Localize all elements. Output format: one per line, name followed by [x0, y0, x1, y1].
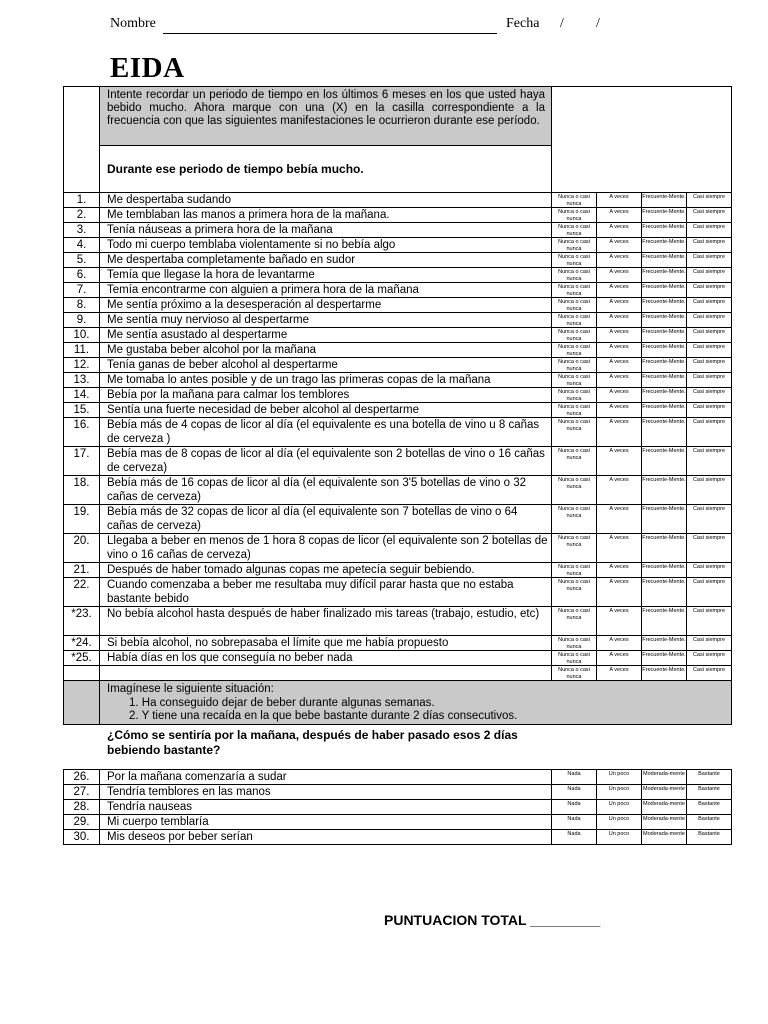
table-row [64, 313, 732, 328]
frequency-option-cell[interactable]: Casi siempre [687, 651, 732, 666]
frequency-option-cell[interactable]: A veces [597, 238, 642, 253]
frequency-option-cell[interactable]: Casi siempre [687, 403, 732, 418]
frequency-option-cell[interactable]: Nunca o casi nunca [552, 343, 597, 358]
item-number: 15. [64, 403, 100, 418]
frequency-option-cell[interactable]: Frecuente-Mente. [642, 388, 687, 403]
frequency-option-cell[interactable]: Nunca o casi nunca [552, 447, 597, 476]
item-number: 18. [64, 476, 100, 505]
questionnaire-section-2 [63, 769, 732, 845]
table-row [64, 770, 732, 785]
intensity-option-cell[interactable]: Un poco [597, 815, 642, 830]
item-text: Tenía ganas de beber alcohol al despertarme [100, 358, 552, 373]
frequency-option-cell[interactable]: Frecuente-Mente. [642, 223, 687, 238]
name-field[interactable] [163, 33, 497, 34]
frequency-option-cell[interactable]: Frecuente-Mente. [642, 298, 687, 313]
frequency-option-cell[interactable]: Nunca o casi nunca [552, 268, 597, 283]
item-number: 22. [64, 578, 100, 607]
frequency-option-cell[interactable]: Frecuente-Mente. [642, 208, 687, 223]
table-row [64, 607, 732, 636]
item-text: Mis deseos por beber serían [100, 830, 552, 845]
item-text: Mi cuerpo temblaría [100, 815, 552, 830]
table-row [64, 253, 732, 268]
frequency-option-cell[interactable]: Frecuente-Mente. [642, 253, 687, 268]
frequency-option-cell[interactable]: Nunca o casi nunca [552, 636, 597, 651]
item-number: *23. [64, 607, 100, 636]
frequency-option-cell[interactable]: Frecuente-Mente. [642, 534, 687, 563]
table-row [64, 476, 732, 505]
item-text: Tendría nauseas [100, 800, 552, 815]
table-row [64, 636, 732, 651]
frequency-option-cell[interactable]: A veces [597, 505, 642, 534]
item-text: Había días en los que conseguía no beber nada [100, 651, 552, 666]
form-title: EIDA [110, 52, 185, 84]
frequency-option-cell[interactable]: Nunca o casi nunca [552, 607, 597, 636]
table-row [64, 534, 732, 563]
frequency-option-cell[interactable]: Casi siempre [687, 298, 732, 313]
table-row [64, 238, 732, 253]
table-row [64, 358, 732, 373]
frequency-option-cell[interactable]: Frecuente-Mente. [642, 268, 687, 283]
item-text: Me gustaba beber alcohol por la mañana [100, 343, 552, 358]
frequency-option-cell[interactable]: A veces [597, 298, 642, 313]
table-row [64, 651, 732, 666]
item-number: 5. [64, 253, 100, 268]
item-number: 6. [64, 268, 100, 283]
item-text: Tenía náuseas a primera hora de la mañana [100, 223, 552, 238]
frequency-option-cell[interactable]: Frecuente-Mente. [642, 651, 687, 666]
frequency-option-cell[interactable]: Casi siempre [687, 343, 732, 358]
item-number: 20. [64, 534, 100, 563]
intensity-option-cell[interactable]: Bastante [687, 815, 732, 830]
item-number: 3. [64, 223, 100, 238]
header [110, 16, 710, 36]
intensity-option-cell[interactable]: Bastante [687, 830, 732, 845]
item-text: Todo mi cuerpo temblaba violentamente si no bebía algo [100, 238, 552, 253]
frequency-option-cell[interactable]: Nunca o casi nunca [552, 651, 597, 666]
intensity-option-cell[interactable]: Un poco [597, 830, 642, 845]
frequency-option-cell[interactable]: A veces [597, 358, 642, 373]
frequency-option-cell[interactable]: Casi siempre [687, 563, 732, 578]
intensity-option-cell[interactable]: Un poco [597, 800, 642, 815]
frequency-option-cell[interactable]: Nunca o casi nunca [552, 193, 597, 208]
intensity-option-cell[interactable]: Nada [552, 800, 597, 815]
item-number: 2. [64, 208, 100, 223]
frequency-option-cell[interactable]: A veces [597, 193, 642, 208]
item-text: Tendría temblores en las manos [100, 785, 552, 800]
table-row [64, 298, 732, 313]
frequency-option-cell[interactable]: Nunca o casi nunca [552, 223, 597, 238]
frequency-option-cell[interactable]: Frecuente-Mente. [642, 666, 687, 681]
frequency-option-cell[interactable]: Nunca o casi nunca [552, 534, 597, 563]
frequency-option-cell[interactable]: Casi siempre [687, 578, 732, 607]
subheading: Durante ese periodo de tiempo bebía mucho. [100, 146, 552, 193]
frequency-option-cell[interactable]: A veces [597, 534, 642, 563]
table-row [64, 328, 732, 343]
frequency-option-cell[interactable]: A veces [597, 403, 642, 418]
item-number: 27. [64, 785, 100, 800]
item-text: Llegaba a beber en menos de 1 hora 8 copas de licor (el equivalente son 2 botellas de vino o 16 cañas de cerveza) [100, 534, 552, 563]
frequency-option-cell[interactable]: Nunca o casi nunca [552, 208, 597, 223]
frequency-option-cell[interactable]: A veces [597, 253, 642, 268]
frequency-option-cell[interactable]: Nunca o casi nunca [552, 476, 597, 505]
total-score [384, 912, 600, 928]
frequency-option-cell[interactable]: A veces [597, 578, 642, 607]
intensity-option-cell[interactable]: Moderada-mente [642, 785, 687, 800]
frequency-option-cell[interactable]: Casi siempre [687, 208, 732, 223]
item-number: 26. [64, 770, 100, 785]
item-number: 17. [64, 447, 100, 476]
empty-cell [100, 666, 552, 681]
frequency-option-cell[interactable]: A veces [597, 208, 642, 223]
table-row [64, 815, 732, 830]
frequency-option-cell[interactable]: Frecuente-Mente. [642, 636, 687, 651]
situation-item: 2. Y tiene una recaída en la que bebe bastante durante 2 días consecutivos. [129, 710, 518, 722]
frequency-option-cell[interactable]: A veces [597, 636, 642, 651]
item-number: *25. [64, 651, 100, 666]
frequency-option-cell[interactable]: Frecuente-Mente. [642, 403, 687, 418]
table-row [64, 785, 732, 800]
item-text: Temía que llegase la hora de levantarme [100, 268, 552, 283]
item-text: Sentía una fuerte necesidad de beber alcohol al despertarme [100, 403, 552, 418]
item-text: Me temblaban las manos a primera hora de la mañana. [100, 208, 552, 223]
frequency-option-cell[interactable]: Nunca o casi nunca [552, 418, 597, 447]
situation-intro: Imagínese le siguiente situación: [107, 683, 274, 695]
intensity-option-cell[interactable]: Moderada-mente [642, 800, 687, 815]
frequency-option-cell[interactable]: A veces [597, 343, 642, 358]
item-number: 4. [64, 238, 100, 253]
intensity-option-cell[interactable]: Moderada-mente [642, 815, 687, 830]
item-text: Si bebía alcohol, no sobrepasaba el límite que me había propuesto [100, 636, 552, 651]
item-text: Me sentía próximo a la desesperación al despertarme [100, 298, 552, 313]
intensity-option-cell[interactable]: Bastante [687, 770, 732, 785]
frequency-option-cell[interactable]: Casi siempre [687, 666, 732, 681]
table-row [64, 373, 732, 388]
frequency-option-cell[interactable]: Nunca o casi nunca [552, 313, 597, 328]
frequency-option-cell[interactable]: Frecuente-Mente. [642, 373, 687, 388]
item-number: 13. [64, 373, 100, 388]
table-row [64, 800, 732, 815]
frequency-option-cell[interactable]: Frecuente-Mente. [642, 476, 687, 505]
table-row [64, 666, 732, 681]
item-text: Bebía mas de 8 copas de licor al día (el equivalente son 2 botellas de vino o 16 cañas de cerveza) [100, 447, 552, 476]
item-text: Temía encontrarme con alguien a primera hora de la mañana [100, 283, 552, 298]
total-field[interactable]: _________ [530, 912, 601, 928]
frequency-option-cell[interactable]: A veces [597, 666, 642, 681]
frequency-option-cell[interactable]: Nunca o casi nunca [552, 358, 597, 373]
frequency-option-cell[interactable]: Casi siempre [687, 283, 732, 298]
frequency-option-cell[interactable]: Nunca o casi nunca [552, 283, 597, 298]
table-row [64, 563, 732, 578]
table-row [64, 403, 732, 418]
date-label: Fecha [506, 16, 540, 31]
frequency-option-cell[interactable]: Casi siempre [687, 253, 732, 268]
intensity-option-cell[interactable]: Nada [552, 815, 597, 830]
item-text: Bebía más de 16 copas de licor al día (el equivalente son 3'5 botellas de vino o 32 cañas de cerveza) [100, 476, 552, 505]
table-row [64, 388, 732, 403]
table-row [64, 578, 732, 607]
item-text: Por la mañana comenzaría a sudar [100, 770, 552, 785]
table-row [64, 447, 732, 476]
frequency-option-cell[interactable]: A veces [597, 607, 642, 636]
frequency-option-cell[interactable]: Frecuente-Mente. [642, 313, 687, 328]
item-number: 7. [64, 283, 100, 298]
situation-row [64, 681, 732, 725]
table-row [64, 343, 732, 358]
frequency-option-cell[interactable]: A veces [597, 268, 642, 283]
empty-cell [64, 666, 100, 681]
date-field[interactable] [550, 16, 650, 34]
frequency-option-cell[interactable]: Frecuente-Mente. [642, 563, 687, 578]
item-number: 19. [64, 505, 100, 534]
frequency-option-cell[interactable]: Frecuente-Mente. [642, 193, 687, 208]
frequency-option-cell[interactable]: Nunca o casi nunca [552, 253, 597, 268]
frequency-option-cell[interactable]: Nunca o casi nunca [552, 238, 597, 253]
item-number: 9. [64, 313, 100, 328]
frequency-option-cell[interactable]: Casi siempre [687, 534, 732, 563]
frequency-option-cell[interactable]: A veces [597, 418, 642, 447]
frequency-option-cell[interactable]: Nunca o casi nunca [552, 666, 597, 681]
item-number: 28. [64, 800, 100, 815]
item-number: 11. [64, 343, 100, 358]
table-row [64, 418, 732, 447]
intensity-option-cell[interactable]: Nada [552, 830, 597, 845]
name-label: Nombre [110, 16, 156, 31]
frequency-option-cell[interactable]: Casi siempre [687, 373, 732, 388]
intensity-option-cell[interactable]: Bastante [687, 785, 732, 800]
intensity-option-cell[interactable]: Un poco [597, 770, 642, 785]
frequency-option-cell[interactable]: Frecuente-Mente. [642, 358, 687, 373]
situation-item: 1. Ha conseguido dejar de beber durante algunas semanas. [129, 696, 435, 709]
frequency-option-cell[interactable]: Nunca o casi nunca [552, 388, 597, 403]
table-row [64, 830, 732, 845]
table-row [64, 223, 732, 238]
item-number: 12. [64, 358, 100, 373]
item-text: Me sentía muy nervioso al despertarme [100, 313, 552, 328]
frequency-option-cell[interactable]: Frecuente-Mente. [642, 418, 687, 447]
frequency-option-cell[interactable]: Frecuente-Mente. [642, 283, 687, 298]
intensity-option-cell[interactable]: Moderada-mente [642, 770, 687, 785]
item-number: 8. [64, 298, 100, 313]
frequency-option-cell[interactable]: Nunca o casi nunca [552, 328, 597, 343]
item-number: 21. [64, 563, 100, 578]
frequency-option-cell[interactable]: Casi siempre [687, 238, 732, 253]
frequency-option-cell[interactable]: Frecuente-Mente. [642, 607, 687, 636]
item-text: Cuando comenzaba a beber me resultaba muy difícil parar hasta que no estaba bastante bebido [100, 578, 552, 607]
frequency-option-cell[interactable]: Casi siempre [687, 447, 732, 476]
item-number: 1. [64, 193, 100, 208]
frequency-option-cell[interactable]: A veces [597, 328, 642, 343]
table-row [64, 505, 732, 534]
frequency-option-cell[interactable]: Casi siempre [687, 636, 732, 651]
item-text: Bebía más de 4 copas de licor al día (el equivalente es una botella de vino u 8 cañas de cerveza ) [100, 418, 552, 447]
item-number: 29. [64, 815, 100, 830]
frequency-option-cell[interactable]: A veces [597, 313, 642, 328]
date-slash: / [596, 16, 600, 31]
item-text: Bebía más de 32 copas de licor al día (el equivalente son 7 botellas de vino o 64 cañas de cerveza) [100, 505, 552, 534]
frequency-option-cell[interactable]: Frecuente-Mente. [642, 578, 687, 607]
frequency-option-cell[interactable]: Nunca o casi nunca [552, 563, 597, 578]
instructions: Intente recordar un periodo de tiempo en los últimos 6 meses en los que usted haya bebido mucho. Ahora marque con una (X) en la casilla correspondiente a la frecuencia con que las siguientes manifestaciones le ocurrieron durante ese período. [100, 87, 552, 146]
frequency-option-cell[interactable]: Nunca o casi nunca [552, 578, 597, 607]
situation-box [100, 681, 732, 725]
frequency-option-cell[interactable]: A veces [597, 283, 642, 298]
section-2-question: ¿Cómo se sentiría por la mañana, después de haber pasado esos 2 días bebiendo bastante? [107, 728, 518, 757]
frequency-option-cell[interactable]: Casi siempre [687, 328, 732, 343]
intensity-option-cell[interactable]: Nada [552, 770, 597, 785]
item-number: 14. [64, 388, 100, 403]
frequency-option-cell[interactable]: Frecuente-Mente. [642, 238, 687, 253]
item-text: No bebía alcohol hasta después de haber finalizado mis tareas (trabajo, estudio, etc) [100, 607, 552, 636]
shaded-cell [64, 681, 100, 725]
frequency-option-cell[interactable]: Frecuente-Mente. [642, 343, 687, 358]
frequency-option-cell[interactable]: A veces [597, 388, 642, 403]
item-number: *24. [64, 636, 100, 651]
intensity-option-cell[interactable]: Un poco [597, 785, 642, 800]
frequency-option-cell[interactable]: A veces [597, 447, 642, 476]
item-text: Me despertaba completamente bañado en sudor [100, 253, 552, 268]
frequency-option-cell[interactable]: Nunca o casi nunca [552, 298, 597, 313]
item-text: Me tomaba lo antes posible y de un trago las primeras copas de la mañana [100, 373, 552, 388]
item-text: Me despertaba sudando [100, 193, 552, 208]
frequency-option-cell[interactable]: A veces [597, 223, 642, 238]
questionnaire-section-1 [63, 86, 732, 725]
table-row [64, 283, 732, 298]
frequency-option-cell[interactable]: Casi siempre [687, 193, 732, 208]
item-text: Después de haber tomado algunas copas me apetecía seguir bebiendo. [100, 563, 552, 578]
frequency-option-cell[interactable]: Frecuente-Mente. [642, 447, 687, 476]
frequency-option-cell[interactable]: Casi siempre [687, 313, 732, 328]
frequency-option-cell[interactable]: Casi siempre [687, 418, 732, 447]
frequency-option-cell[interactable]: Casi siempre [687, 358, 732, 373]
table-row [64, 193, 732, 208]
frequency-option-cell[interactable]: Frecuente-Mente. [642, 328, 687, 343]
intensity-option-cell[interactable]: Nada [552, 785, 597, 800]
frequency-option-cell[interactable]: Casi siempre [687, 607, 732, 636]
item-text: Bebía por la mañana para calmar los temblores [100, 388, 552, 403]
frequency-option-cell[interactable]: Nunca o casi nunca [552, 505, 597, 534]
item-number: 10. [64, 328, 100, 343]
frequency-option-cell[interactable]: Casi siempre [687, 388, 732, 403]
table-row [64, 268, 732, 283]
item-number: 16. [64, 418, 100, 447]
item-text: Me sentía asustado al despertarme [100, 328, 552, 343]
intensity-option-cell[interactable]: Moderada-mente [642, 830, 687, 845]
frequency-option-cell[interactable]: Casi siempre [687, 505, 732, 534]
total-label: PUNTUACION TOTAL [384, 912, 527, 928]
frequency-option-cell[interactable]: Nunca o casi nunca [552, 403, 597, 418]
frequency-option-cell[interactable]: Casi siempre [687, 268, 732, 283]
frequency-option-cell[interactable]: A veces [597, 651, 642, 666]
intensity-option-cell[interactable]: Bastante [687, 800, 732, 815]
frequency-option-cell[interactable]: Casi siempre [687, 223, 732, 238]
frequency-option-cell[interactable]: A veces [597, 373, 642, 388]
frequency-option-cell[interactable]: Nunca o casi nunca [552, 373, 597, 388]
table-row [64, 208, 732, 223]
frequency-option-cell[interactable]: Frecuente-Mente. [642, 505, 687, 534]
frequency-option-cell[interactable]: A veces [597, 563, 642, 578]
frequency-option-cell[interactable]: A veces [597, 476, 642, 505]
date-slash: / [560, 16, 564, 31]
frequency-option-cell[interactable]: Casi siempre [687, 476, 732, 505]
item-number: 30. [64, 830, 100, 845]
